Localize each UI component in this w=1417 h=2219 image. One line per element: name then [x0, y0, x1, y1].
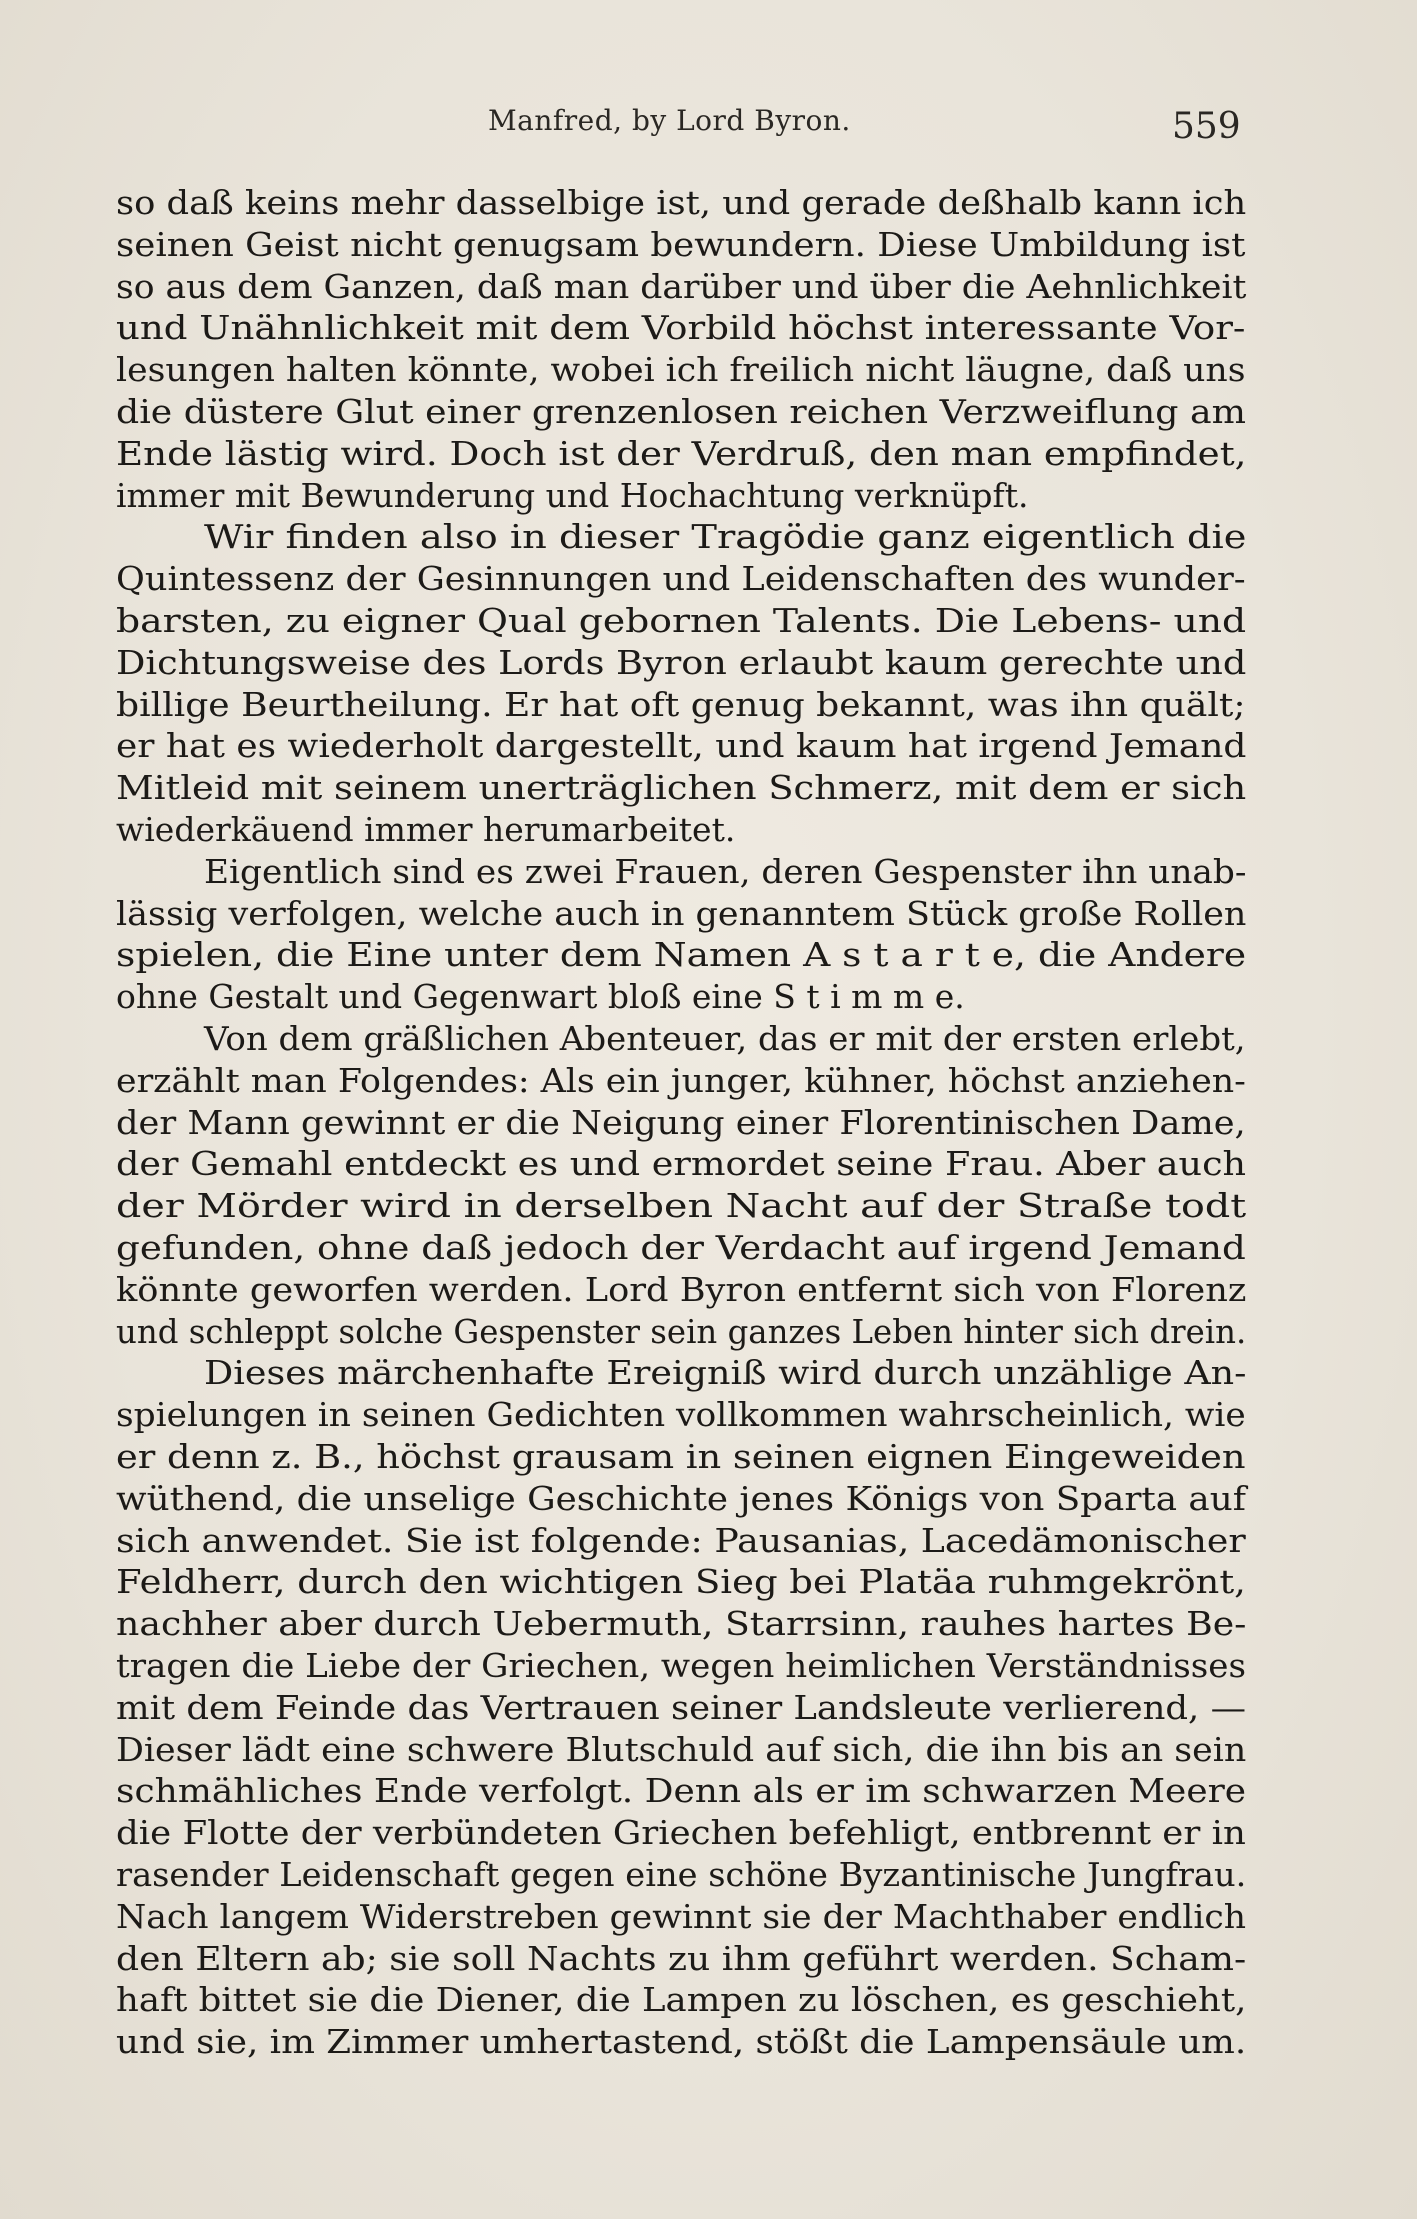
- text-line: wiederkäuend immer herumarbeitet.: [116, 810, 736, 849]
- text-line: sich anwendet. Sie ist folgende: Pausanias, Lacedämonischer: [116, 1520, 1246, 1560]
- text-line: haft bittet sie die Diener, die Lampen zu löschen, es geschieht,: [116, 1980, 1247, 2020]
- text-line: und schleppt solche Gespenster sein ganzes Leben hinter sich drein.: [116, 1311, 1247, 1351]
- running-head: Manfred, by Lord Byron.: [488, 104, 851, 137]
- text-line: tragen die Liebe der Griechen, wegen heimlichen Verständnisses: [116, 1646, 1247, 1685]
- text-line: Dichtungsweise des Lords Byron erlaubt kaum gerechte und: [116, 642, 1247, 682]
- text-line: er denn z. B., höchst grausam in seinen eignen Eingeweiden: [116, 1437, 1246, 1476]
- text-line: Quintessenz der Gesinnungen und Leidenschaften des wunder-: [116, 559, 1246, 599]
- text-line: Von dem gräßlichen Abenteuer, das er mit der ersten erlebt,: [204, 1019, 1246, 1058]
- text-line: Dieses märchenhafte Ereigniß wird durch unzählige An-: [204, 1353, 1247, 1393]
- text-line: Ende lästig wird. Doch ist der Verdruß, den man empfindet,: [116, 433, 1247, 473]
- text-line: so daß keins mehr dasselbige ist, und gerade deßhalb kann ich: [116, 183, 1247, 222]
- text-line: er hat es wiederholt dargestellt, und kaum hat irgend Jemand: [116, 726, 1247, 766]
- text-line: und Unähnlichkeit mit dem Vorbild höchst interessante Vor-: [116, 308, 1246, 348]
- text-line: Nach langem Widerstreben gewinnt sie der Machthaber endlich: [116, 1896, 1247, 1936]
- text-line: schmähliches Ende verfolgt. Denn als er im schwarzen Meere: [116, 1771, 1247, 1811]
- text-line: und sie, im Zimmer umhertastend, stößt die Lampensäule um.: [116, 2022, 1247, 2062]
- text-line: lesungen halten könnte, wobei ich freilich nicht läugne, daß uns: [116, 350, 1246, 390]
- text-line: spielen, die Eine unter dem Namen A s t a r t e, die Andere: [116, 935, 1247, 975]
- text-line: spielungen in seinen Gedichten vollkommen wahrscheinlich, wie: [116, 1395, 1246, 1435]
- text-line: Eigentlich sind es zwei Frauen, deren Gespenster ihn unab-: [204, 851, 1247, 891]
- page-number: 559: [1172, 106, 1241, 147]
- text-line: Mitleid mit seinem unerträglichen Schmerz, mit dem er sich: [116, 768, 1247, 808]
- text-line: barsten, zu eigner Qual gebornen Talents. Die Lebens- und: [116, 601, 1247, 640]
- text-line: lässig verfolgen, welche auch in genanntem Stück große Rollen: [116, 893, 1247, 933]
- text-line: Feldherr, durch den wichtigen Sieg bei Platäa ruhmgekrönt,: [116, 1562, 1246, 1602]
- text-line: nachher aber durch Uebermuth, Starrsinn, rauhes hartes Be-: [116, 1604, 1247, 1644]
- text-line: ohne Gestalt und Gegenwart bloß eine S t i m m e.: [116, 977, 965, 1017]
- text-line: mit dem Feinde das Vertrauen seiner Landsleute verlierend, —: [116, 1687, 1246, 1727]
- text-line: gefunden, ohne daß jedoch der Verdacht auf irgend Jemand: [116, 1228, 1246, 1267]
- text-line: billige Beurtheilung. Er hat oft genug bekannt, was ihn quält;: [116, 684, 1246, 724]
- text-line: könnte geworfen werden. Lord Byron entfernt sich von Florenz: [116, 1269, 1247, 1309]
- text-line: immer mit Bewunderung und Hochachtung verknüpft.: [116, 475, 1029, 515]
- text-line: wüthend, die unselige Geschichte jenes Königs von Sparta auf: [116, 1478, 1246, 1518]
- text-line: der Gemahl entdeckt es und ermordet seine Frau. Aber auch: [116, 1144, 1247, 1184]
- text-line: die düstere Glut einer grenzenlosen reichen Verzweiflung am: [116, 392, 1246, 431]
- text-line: Wir finden also in dieser Tragödie ganz eigentlich die: [204, 517, 1247, 557]
- text-line: der Mörder wird in derselben Nacht auf der Straße todt: [116, 1186, 1247, 1226]
- text-line: rasender Leidenschaft gegen eine schöne Byzantinische Jungfrau.: [116, 1855, 1247, 1894]
- text-line: den Eltern ab; sie soll Nachts zu ihm geführt werden. Scham-: [116, 1938, 1247, 1978]
- text-line: seinen Geist nicht genugsam bewundern. Diese Umbildung ist: [116, 224, 1246, 264]
- text-line: die Flotte der verbündeten Griechen befehligt, entbrennt er in: [116, 1813, 1246, 1853]
- text-line: erzählt man Folgendes: Als ein junger, kühner, höchst anziehen-: [116, 1060, 1246, 1100]
- text-line: der Mann gewinnt er die Neigung einer Florentinischen Dame,: [116, 1102, 1246, 1142]
- text-line: so aus dem Ganzen, daß man darüber und über die Aehnlichkeit: [116, 266, 1247, 306]
- text-line: Dieser lädt eine schwere Blutschuld auf sich, die ihn bis an sein: [116, 1729, 1247, 1769]
